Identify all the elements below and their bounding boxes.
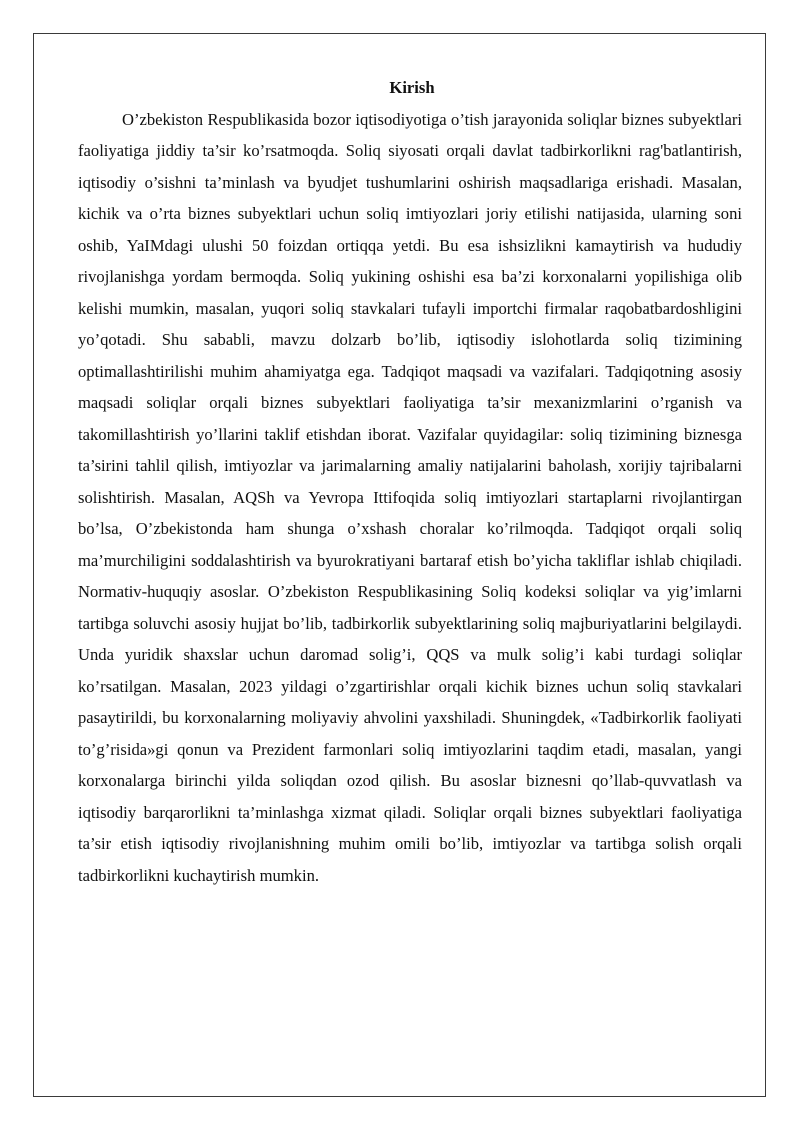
document-title: Kirish [389, 78, 435, 97]
document-content [78, 72, 742, 891]
document-paragraph: O’zbekiston Respublikasida bozor iqtisodiyotiga o’tish jarayonida soliqlar biznes subyektlari faoliyatiga jiddiy ta’sir ko’rsatmoqda. Soliq siyosati orqali davlat tadbirkorlikni rag'batlantirish, iqtisodiy o’sishni ta’minlash va byudjet tushumlarini oshirish maqsadlariga erishadi. Masalan, kichik va o’rta biznes subyektlari uchun soliq imtiyozlari joriy etilishi natijasida, ularning soni oshib, YaIMdagi ulushi 50 foizdan ortiqqa yetdi. Bu esa ishsizlikni kamaytirish va hududiy rivojlanishga yordam bermoqda. Soliq yukining oshishi esa ba’zi korxonalarni yopilishiga olib kelishi mumkin, masalan, yuqori soliq stavkalari tufayli importchi firmalar raqobatbardoshligini yo’qotadi. Shu sababli, mavzu dolzarb bo’lib, iqtisodiy islohotlarda soliq tizimining optimallashtirilishi muhim ahamiyatga ega. Tadqiqot maqsadi va vazifalari. Tadqiqotning asosiy maqsadi soliqlar orqali biznes subyektlari faoliyatiga ta’sir mexanizmlarini o’rganish va takomillashtirish yo’llarini taklif etishdan iborat. Vazifalar quyidagilar: soliq tizimining biznesga ta’sirini tahlil qilish, imtiyozlar va jarimalarning amaliy natijalarini baholash, xorijiy tajribalarni solishtirish. Masalan, AQSh va Yevropa Ittifoqida soliq imtiyozlari startaplarni rivojlantirgan bo’lsa, O’zbekistonda ham shunga o’xshash choralar ko’rilmoqda. Tadqiqot orqali soliq ma’murchiligini soddalashtirish va byurokratiyani bartaraf etish bo’yicha takliflar ishlab chiqiladi. Normativ-huquqiy asoslar. O’zbekiston Respublikasining Soliq kodeksi soliqlar va yig’imlarni tartibga soluvchi asosiy hujjat bo’lib, tadbirkorlik subyektlarining soliq majburiyatlarini belgilaydi. Unda yuridik shaxslar uchun daromad solig’i, QQS va mulk solig’i kabi turdagi soliqlar ko’rsatilgan. Masalan, 2023 yildagi o’zgartirishlar orqali kichik biznes uchun soliq stavkalari pasaytirildi, bu korxonalarning moliyaviy ahvolini yaxshiladi. Shuningdek, «Tadbirkorlik faoliyati to’g’risida»gi qonun va Prezident farmonlari soliq imtiyozlarini taqdim etadi, masalan, yangi korxonalarga birinchi yilda soliqdan ozod qilish. Bu asoslar biznesni qo’llab-quvvatlash va iqtisodiy barqarorlikni ta’minlashga xizmat qiladi. Soliqlar orqali biznes subyektlari faoliyatiga ta’sir etish iqtisodiy rivojlanishning muhim omili bo’lib, imtiyozlar va tartibga solish orqali tadbirkorlikni kuchaytirish mumkin. [78, 109, 742, 885]
